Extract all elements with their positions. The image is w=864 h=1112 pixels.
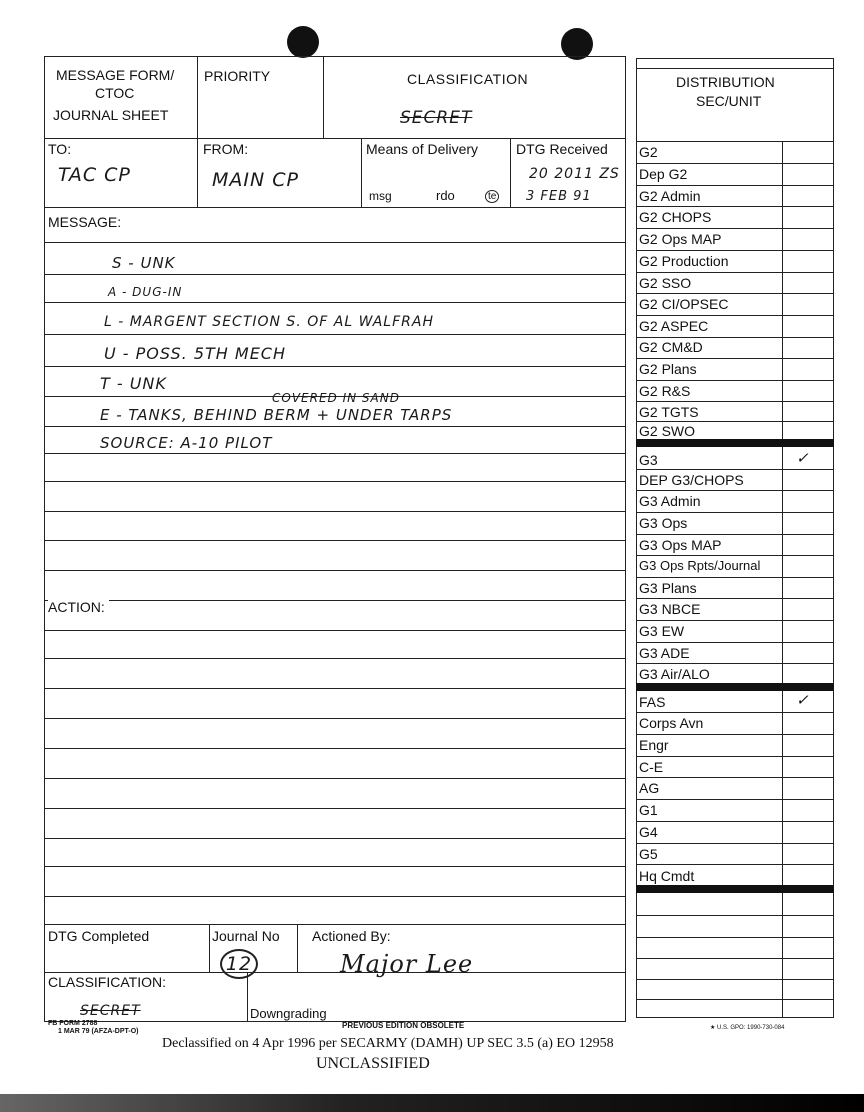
dist-item-g3-ade: G3 ADE [639, 645, 690, 661]
dist-item-engr: Engr [639, 737, 669, 753]
action-label: ACTION: [48, 599, 109, 615]
dist-item-hq-cmdt: Hq Cmdt [639, 868, 695, 884]
dist-item-ag: AG [639, 780, 660, 796]
dist-item-g2-admin: G2 Admin [639, 188, 701, 204]
dist-item-corps-avn: Corps Avn [639, 715, 704, 731]
message-line-insert: COVERED IN SAND [272, 391, 400, 405]
punch-hole-left [287, 26, 319, 58]
actioned-by-signature: Major Lee [340, 950, 474, 978]
message-line-source: SOURCE: A-10 PILOT [100, 434, 273, 452]
from-value: MAIN CP [212, 169, 299, 191]
dist-item-fas: FAS [639, 694, 666, 710]
classification-value: SECRET [400, 108, 473, 128]
dist-item-g2-ops-map: G2 Ops MAP [639, 231, 722, 247]
dist-item-g2-production: G2 Production [639, 253, 729, 269]
dist-item-g3-air-alo: G3 Air/ALO [639, 666, 710, 682]
dist-item-g2-plans: G2 Plans [639, 361, 697, 377]
edition-note: PREVIOUS EDITION OBSOLETE [342, 1021, 465, 1030]
dist-item-g5: G5 [639, 846, 658, 862]
dist-item-g3: G3 [639, 452, 658, 468]
unclassified-status: UNCLASSIFIED [316, 1055, 430, 1072]
to-value: TAC CP [58, 164, 131, 186]
dist-item-g2: G2 [639, 144, 658, 160]
message-line-e: E - TANKS, BEHIND BERM + UNDER TARPS [100, 406, 453, 424]
distribution-title-line1: DISTRIBUTION [676, 74, 775, 90]
to-label: TO: [48, 141, 72, 157]
form-id-line1: FB FORM 2788 [48, 1020, 98, 1027]
means-option-msg: msg [369, 189, 392, 203]
journal-no-value: 12 [220, 949, 258, 979]
check-mark-g3: ✓ [796, 450, 809, 467]
gpo-note: ★ U.S. GPO: 1990-730-084 [710, 1025, 785, 1031]
message-label: MESSAGE: [48, 214, 122, 230]
classification-label: CLASSIFICATION [407, 71, 529, 87]
dist-item-g2-swo: G2 SWO [639, 423, 696, 439]
dist-item-g2-cmd: G2 CM&D [639, 339, 703, 355]
dtg-received-label: DTG Received [516, 141, 608, 157]
bottom-classification-label: CLASSIFICATION: [48, 974, 166, 990]
dtg-completed-label: DTG Completed [48, 928, 150, 944]
actioned-by-label: Actioned By: [312, 928, 391, 944]
form-id-line2: 1 MAR 79 (AFZA-DPT-O) [58, 1028, 139, 1035]
dtg-received-line1: 20 2011 ZS [529, 166, 620, 182]
declassification-line: Declassified on 4 Apr 1996 per SECARMY (DAMH) UP SEC 3.5 (a) EO 12958 [162, 1036, 614, 1051]
downgrading-label: Downgrading [250, 1006, 327, 1021]
check-mark-fas: ✓ [796, 692, 809, 709]
dist-item-c-e: C-E [639, 759, 664, 775]
dist-item-g2-tgts: G2 TGTS [639, 404, 699, 420]
message-line-t: T - UNK [100, 374, 167, 393]
message-line-s: S - UNK [112, 254, 176, 272]
bottom-classification-value: SECRET [80, 1003, 141, 1019]
dist-item-g1: G1 [639, 802, 658, 818]
dist-item-g3-ew: G3 EW [639, 623, 685, 639]
dist-item-g3-admin: G3 Admin [639, 493, 701, 509]
dist-item-g3-plans: G3 Plans [639, 580, 697, 596]
dist-item-g2-ci-opsec: G2 CI/OPSEC [639, 296, 729, 312]
message-line-a: A - DUG-IN [108, 285, 183, 299]
dist-item-g2-chops: G2 CHOPS [639, 209, 712, 225]
from-label: FROM: [203, 141, 249, 157]
means-of-delivery-label: Means of Delivery [366, 141, 479, 157]
dtg-received-line2: 3 FEB 91 [526, 189, 592, 204]
dist-item-g3-ops-rpts-journal: G3 Ops Rpts/Journal [639, 558, 761, 573]
message-line-u: U - POSS. 5TH MECH [104, 344, 286, 363]
dist-item-g4: G4 [639, 824, 658, 840]
form-title-line3: JOURNAL SHEET [53, 107, 169, 123]
form-title-line2: CTOC [95, 85, 135, 101]
dist-item-g3-nbce: G3 NBCE [639, 601, 701, 617]
means-option-te: te [485, 190, 499, 203]
dist-item-g3-ops-map: G3 Ops MAP [639, 537, 722, 553]
message-line-l: L - MARGENT SECTION S. OF AL WALFRAH [104, 314, 434, 330]
means-option-rdo: rdo [436, 188, 455, 203]
distribution-title-line2: SEC/UNIT [696, 93, 762, 109]
dist-item-g3-ops: G3 Ops [639, 515, 688, 531]
scan-edge-bottom [0, 1094, 864, 1112]
dist-item-g2-aspec: G2 ASPEC [639, 318, 709, 334]
dist-item-g2-sso: G2 SSO [639, 275, 692, 291]
dist-item-dep-g2: Dep G2 [639, 166, 688, 182]
priority-label: PRIORITY [204, 68, 271, 84]
dist-item-dep-g3-chops: DEP G3/CHOPS [639, 472, 744, 488]
journal-no-label: Journal No [212, 928, 280, 944]
form-title-line1: MESSAGE FORM/ [56, 67, 175, 83]
dist-item-g2-rs: G2 R&S [639, 383, 691, 399]
